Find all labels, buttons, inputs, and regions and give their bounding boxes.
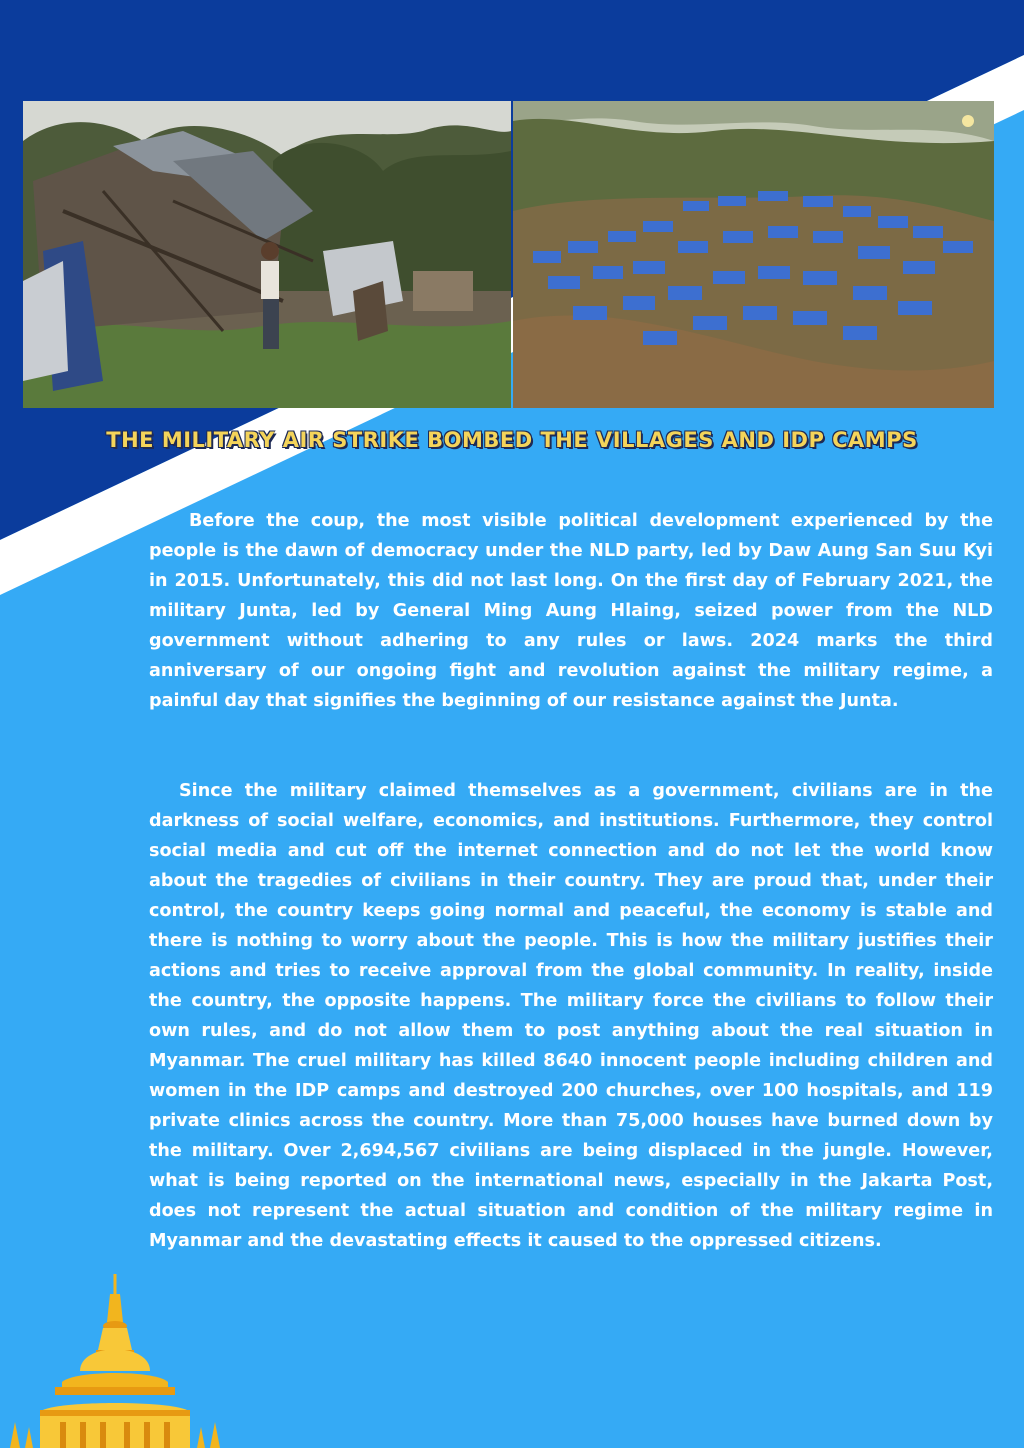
body-paragraph-2: Since the military claimed themselves as a government, civilians are in the darkness of social welfare, economics, and institutions. Furthermore, they control social media and cut off the internet connection and do not let the world know about the tragedies of civilians in their country. They are proud that, under their control, the country keeps going normal and peaceful, the economy is stable and there is nothing to worry about the people. This is how the military justifies their actions and tries to receive approval from the global community. In reality, inside the country, the opposite happens. The military force the civilians to follow their own rules, and do not allow them to post anything about the real situation in Myanmar. The cruel military has killed 8640 innocent people including children and women in the IDP camps and destroyed 200 churches, over 100 hospitals, and 119 private clinics across the country. More than 75,000 houses have burned down by the military. Over 2,694,567 civilians are being displaced in the jungle. However, what is being reported on the international news, especially in the Jakarta Post, does not represent the actual situation and condition of the military regime in Myanmar and the devastating effects it caused to the oppressed citizens. <box>149 781 993 1251</box>
body-paragraph-1: Before the coup, the most visible political development experienced by the people is the dawn of democracy under the NLD party, led by Daw Aung San Suu Kyi in 2015. Unfortunately, this did not last long. On the first day of February 2021, the military Junta, led by General Ming Aung Hlaing, seized power from the NLD government without adhering to any rules or laws. 2024 marks the third anniversary of our ongoing fight and revolution against the military regime, a painful day that signifies the beginning of our resistance against the Junta. <box>149 511 993 711</box>
headline: THE MILITARY AIR STRIKE BOMBED THE VILLAGES AND IDP CAMPS <box>106 428 918 452</box>
destroyed-village-photo <box>23 101 511 408</box>
idp-camp-photo <box>513 101 994 408</box>
golden-pagoda-icon <box>0 1272 230 1448</box>
destroyed-village-image <box>23 101 511 408</box>
idp-camp-image <box>513 101 994 408</box>
